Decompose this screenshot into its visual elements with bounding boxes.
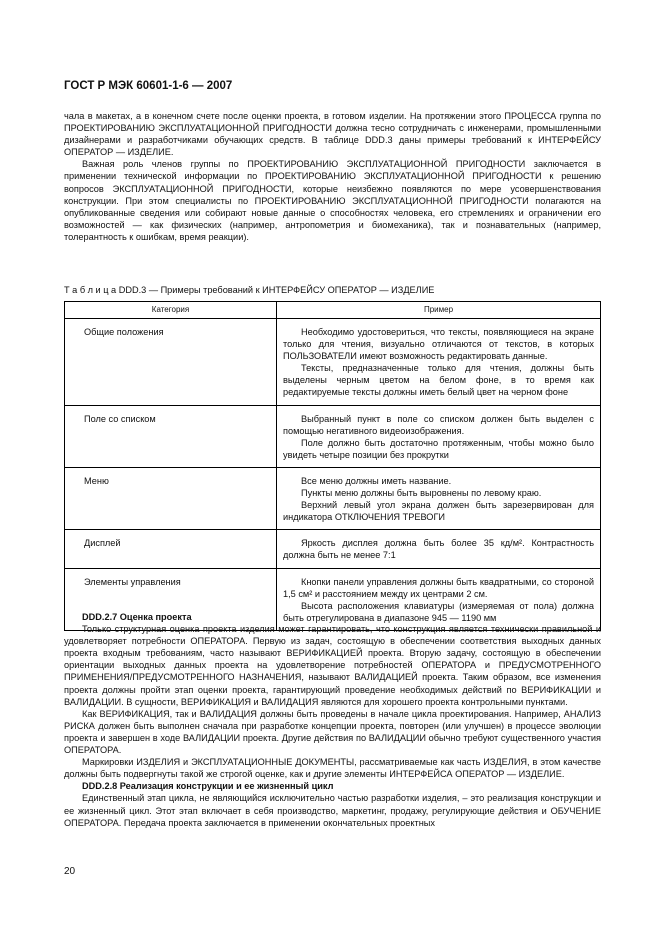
column-header-example: Пример — [277, 302, 601, 319]
intro-paragraph-2: Важная роль членов группы по ПРОЕКТИРОВАНИЮ ЭКСПЛУАТАЦИОННОЙ ПРИГОДНОСТИ заключается в применении технической информации по ПРОЕКТИРОВАНИЮ ЭКСПЛУАТАЦИОННОЙ ПРИГОДНОСТИ к решению вопросов ЭКСПЛУАТАЦИОННОЙ ПРИГОДНОСТИ, которые неизбежно появляются по мере усовершенствования конструкции. При этом специалисты по ПРОЕКТИРОВАНИЮ ЭКСПЛУАТАЦИОННОЙ ПРИГОДНОСТИ полагаются на опубликованные сведения или собирают новые данные о способностях человека, его стремлениях и ограничении его возможностей — как физических (например, антропометрия и биомеханика), так и познавательных (например, толерантность к ошибкам, время реакции). — [64, 159, 601, 242]
section-heading: DDD.2.8 Реализация конструкции и ее жизненный цикл — [82, 781, 334, 792]
page-number: 20 — [64, 866, 76, 877]
table-cell-example — [277, 530, 601, 568]
example-text: Тексты, предназначенные только для чтения, должны быть выделены черным цветом на белом фоне, в то время как редактируемые тексты должны иметь белый цвет на черном фоне — [283, 363, 594, 398]
table-cell-category: Элементы управления — [65, 568, 277, 630]
example-text: Необходимо удостовериться, что тексты, появляющиеся на экране только для чтения, визуально отличаются от текстов, в которых ПОЛЬЗОВАТЕЛИ имеют возможность редактировать данные. — [283, 327, 594, 362]
table-caption: Т а б л и ц а DDD.3 — Примеры требований к ИНТЕРФЕЙСУ ОПЕРАТОР — ИЗДЕЛИЕ — [64, 285, 435, 295]
section-ddd-2-7 — [64, 611, 601, 829]
table-row — [65, 319, 601, 406]
table-cell-category: Общие положения — [65, 319, 277, 406]
table-cell-example — [277, 467, 601, 529]
table-row — [65, 467, 601, 529]
table-cell-category: Меню — [65, 467, 277, 529]
intro-paragraph-1: чала в макетах, а в конечном счете после оценки проекта, в готовом изделии. На протяжении этого ПРОЦЕССА группа по ПРОЕКТИРОВАНИЮ ЭКСПЛУАТАЦИОННОЙ ПРИГОДНОСТИ должна тесно сотрудничать с инженерами, промышленными дизайнерами и разработчиками обучающих средств. В таблице DDD.3 даны примеры требований к ИНТЕРФЕЙСУ ОПЕРАТОР — ИЗДЕЛИЕ. — [64, 111, 601, 158]
example-text: Верхний левый угол экрана должен быть зарезервирован для индикатора ОТКЛЮЧЕНИЯ ТРЕВОГИ — [283, 500, 594, 523]
intro-text — [64, 110, 601, 243]
example-text: Яркость дисплея должна быть более 35 кд/м². Контрастность должна быть не менее 7:1 — [283, 538, 594, 561]
table-row — [65, 405, 601, 467]
table-cell-category: Дисплей — [65, 530, 277, 568]
table-cell-example — [277, 319, 601, 406]
section-paragraph: Единственный этап цикла, не являющийся исключительно частью разработки изделия, – это реализация конструкции и ее жизненный цикл. Этот этап включает в себя производство, маркетинг, продажу, регулирующие действия и ОБУЧЕНИЕ ОПЕРАТОРА. Передача проекта заключается в применении окончательных проектных — [64, 793, 601, 828]
section-paragraph: Как ВЕРИФИКАЦИЯ, так и ВАЛИДАЦИЯ должны быть проведены в начале цикла проектирования. Например, АНАЛИЗ РИСКА должен быть выполнен сначала при разработке концепции проекта, повторен (или улучшен) в процессе эволюции проекта и завершен в ходе ВАЛИДАЦИИ проекта. Другие действия по ВАЛИДАЦИИ обычно требуют существенного участия ОПЕРАТОРА. — [64, 708, 601, 756]
section-heading: DDD.2.7 Оценка проекта — [82, 612, 192, 622]
example-text: Поле должно быть достаточно протяженным, чтобы можно было увидеть четыре позиции без прокрутки — [283, 437, 594, 460]
section-paragraph: Только структурная оценка проекта изделия может гарантировать, что конструкция является технически правильной и удовлетворяет потребности ОПЕРАТОРА. Первую из задач, состоящую в обеспечении соответствия выходных данных проекта входным требованиям, часто называют ВЕРИФИКАЦИЕЙ проекта. Вторую задачу, состоящую в обеспечении ориентации выходных данных проекта на удовлетворение потребностей ОПЕРАТОРА и ПРЕДУСМОТРЕННОГО ПРИМЕНЕНИЯ/ПРЕДУСМОТРЕННОГО НАЗНАЧЕНИЯ, называют ВАЛИДАЦИЕЙ проекта. Таким образом, все изменения проекта должны пройти этап оценки проекта, гарантирующий проведение необходимых действий по ВЕРИФИКАЦИИ и ВАЛИДАЦИИ. В сущности, ВЕРИФИКАЦИЯ и ВАЛИДАЦИЯ являются для хорошего проекта контрольными пунктами. — [64, 624, 601, 707]
requirements-table — [64, 301, 601, 631]
table-cell-example — [277, 405, 601, 467]
document-header: ГОСТ Р МЭК 60601-1-6 — 2007 — [64, 80, 233, 92]
table-header-row — [65, 302, 601, 319]
example-text: Пункты меню должны быть выровнены по левому краю. — [301, 488, 542, 499]
example-text: Кнопки панели управления должны быть квадратными, со стороной 1,5 см² и расстоянием между их центрами 2 см. — [283, 576, 594, 599]
example-text: Высота расположения клавиатуры (измеряемая от пола) должна быть отрегулирована в диапазоне 945 — 1190 мм — [283, 600, 594, 623]
table-cell-category: Поле со списком — [65, 405, 277, 467]
section-paragraph: Маркировки ИЗДЕЛИЯ и ЭКСПЛУАТАЦИОННЫЕ ДОКУМЕНТЫ, рассматриваемые как часть ИЗДЕЛИЯ, в этом качестве должны быть подвергнуты такой же строгой оценке, как и другие элементы ИНТЕРФЕЙСА ОПЕРАТОР — ИЗДЕЛИЕ. — [64, 757, 601, 780]
table-row — [65, 530, 601, 568]
example-text: Все меню должны иметь название. — [301, 475, 452, 486]
column-header-category: Категория — [65, 302, 277, 319]
example-text: Выбранный пункт в поле со списком должен быть выделен с помощью негативного видеоизображения. — [283, 413, 594, 436]
